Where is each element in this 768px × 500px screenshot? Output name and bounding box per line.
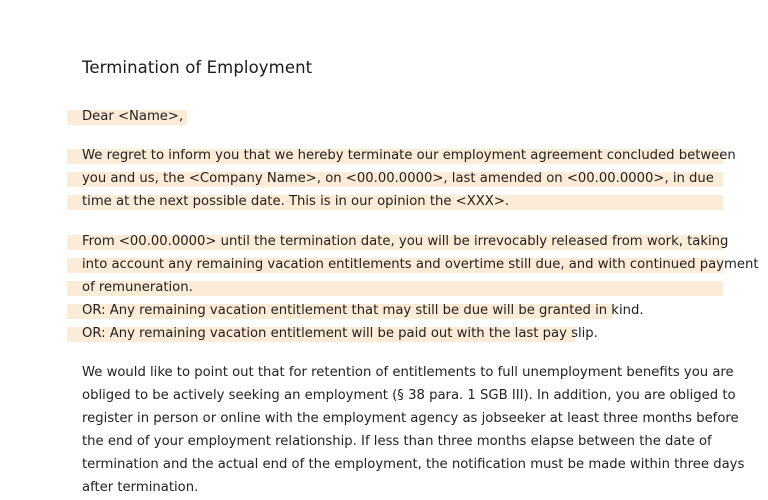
- document-title: Termination of Employment: [82, 58, 313, 77]
- paragraph-line: We regret to inform you that we hereby terminate our employment agreement concluded between: [82, 148, 736, 163]
- paragraph-line: you and us, the <Company Name>, on <00.00.0000>, last amended on <00.00.0000>, in due: [82, 171, 714, 186]
- paragraph-line: We would like to point out that for retention of entitlements to full unemployment benefits you are: [82, 365, 734, 380]
- paragraph-line: termination and the actual end of the employment, the notification must be made within three days: [82, 457, 745, 472]
- paragraph-line: of remuneration.: [82, 280, 193, 295]
- paragraph-line: OR: Any remaining vacation entitlement will be paid out with the last pay slip.: [82, 326, 598, 341]
- paragraph-line: register in person or online with the employment agency as jobseeker at least three months before: [82, 411, 739, 426]
- paragraph-line: time at the next possible date. This is in our opinion the <XXX>.: [82, 194, 510, 209]
- paragraph-line: OR: Any remaining vacation entitlement that may still be due will be granted in kind.: [82, 303, 644, 318]
- paragraph-line: after termination.: [82, 480, 199, 495]
- paragraph-line: obliged to be actively seeking an employment (§ 38 para. 1 SGB III). In addition, you are obliged to: [82, 388, 736, 403]
- paragraph-line: into account any remaining vacation entitlements and overtime still due, and with continued payment: [82, 257, 759, 272]
- salutation: Dear <Name>,: [82, 109, 184, 124]
- paragraph-line: From <00.00.0000> until the termination date, you will be irrevocably released from work, taking: [82, 234, 729, 249]
- paragraph-line: the end of your employment relationship. If less than three months elapse between the date of: [82, 434, 712, 449]
